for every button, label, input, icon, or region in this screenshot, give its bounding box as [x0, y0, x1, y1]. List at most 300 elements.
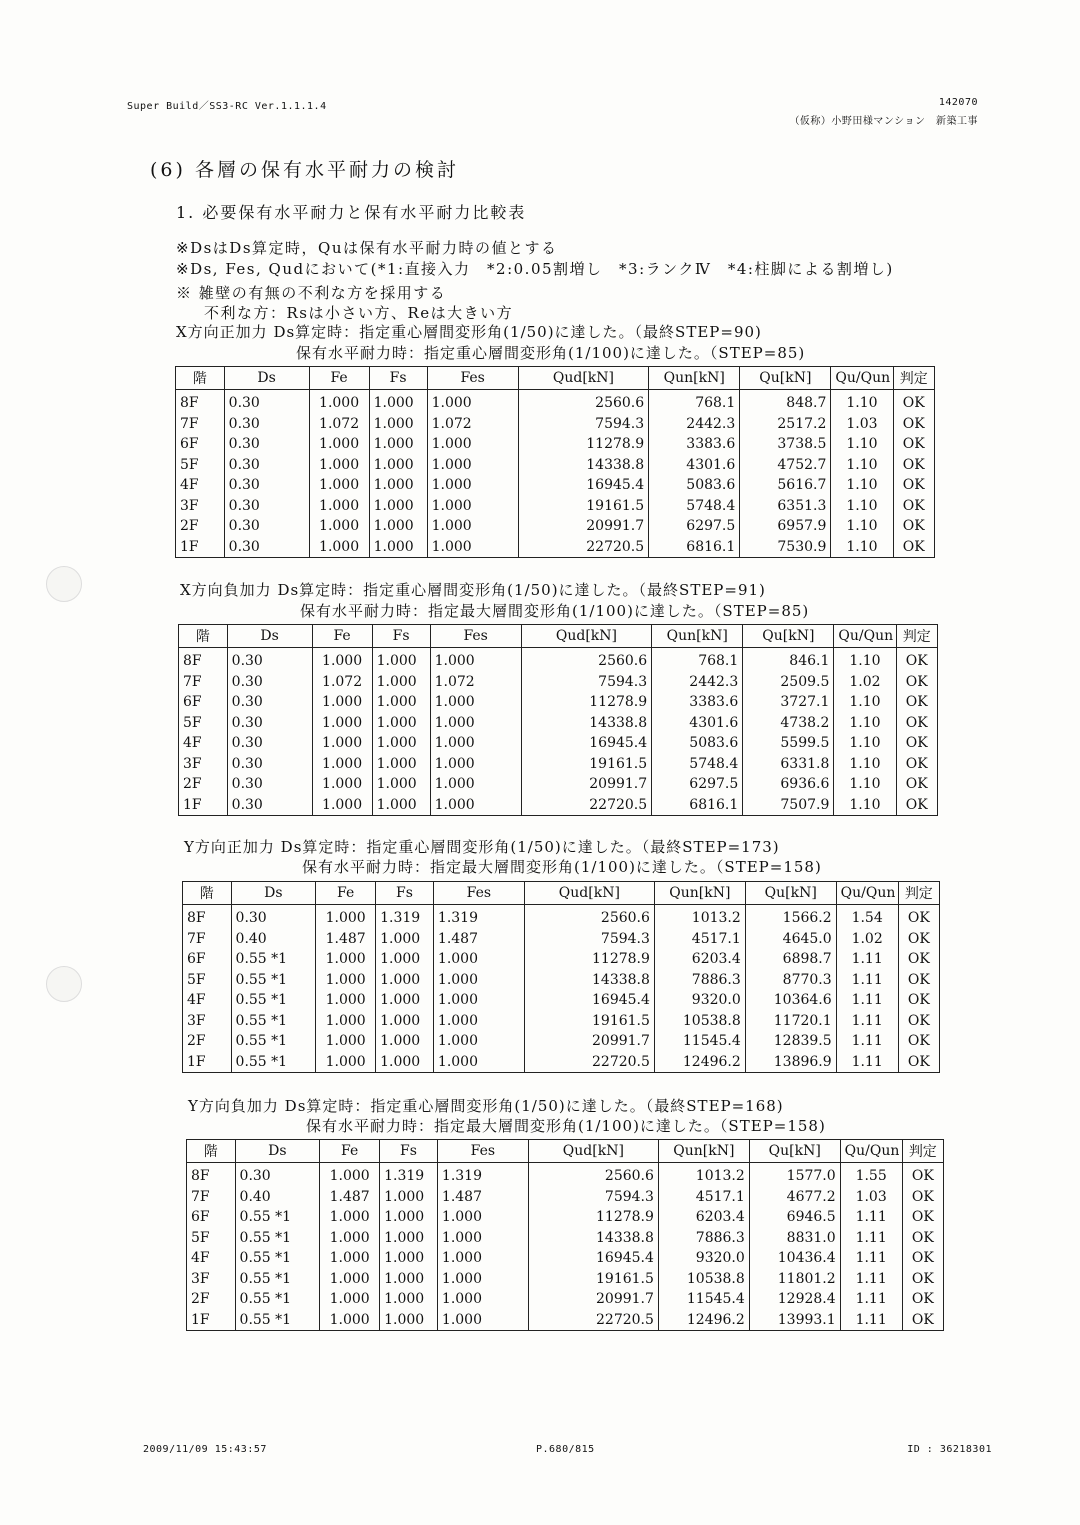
table-cell: 1.072	[312, 672, 372, 693]
table-cell: 6898.7	[745, 949, 836, 970]
table-cell: 2442.3	[652, 672, 743, 693]
table-cell: 7594.3	[518, 414, 648, 435]
column-header: 階	[176, 367, 225, 390]
table-cell: 7F	[183, 929, 232, 950]
table-cell: 10364.6	[745, 990, 836, 1011]
table-cell: 4677.2	[749, 1187, 840, 1208]
table-row	[183, 1052, 940, 1073]
table-cell: 1.000	[369, 537, 427, 558]
table-cell: 1.000	[372, 713, 430, 734]
table-cell: 1.000	[437, 1310, 528, 1331]
table-cell: 1.000	[316, 905, 376, 929]
table-cell: 1.11	[840, 1269, 902, 1290]
table-cell: 6F	[183, 949, 232, 970]
note-2: ※Ds, Fes, Qudにおいて(*1:直接入力 *2:0.05割増し *3:ランクⅣ *4:柱脚による割増し)	[176, 260, 894, 278]
table-row	[187, 1228, 944, 1249]
column-header: Fe	[320, 1140, 380, 1163]
table-cell: 4F	[187, 1248, 236, 1269]
column-header: Qu/Qun	[834, 625, 896, 648]
table-cell: 6957.9	[740, 516, 831, 537]
table-cell: 1.487	[433, 929, 524, 950]
table-cell: 1.000	[380, 1248, 438, 1269]
table-cell: 1.000	[312, 648, 372, 672]
column-header: Qu/Qun	[831, 367, 893, 390]
table-cell: 1.000	[372, 672, 430, 693]
column-header: Qu[kN]	[749, 1140, 840, 1163]
table-cell: OK	[898, 1031, 939, 1052]
table-cell: 11278.9	[521, 692, 651, 713]
table-row	[176, 516, 935, 537]
table-cell: 1.072	[430, 672, 521, 693]
table-cell: 1.487	[316, 929, 376, 950]
y-negative-condition-ds: Y方向負加力 Ds算定時：指定重心層間変形角(1/50)に達した。（最終STEP=168)	[188, 1097, 784, 1115]
table-cell: 1577.0	[749, 1163, 840, 1187]
table-cell: 2517.2	[740, 414, 831, 435]
table-row	[179, 754, 938, 775]
punch-hole	[46, 966, 82, 1002]
table-cell: 1.072	[309, 414, 369, 435]
table-cell: 0.30	[224, 475, 309, 496]
table-cell: 3383.6	[652, 692, 743, 713]
table-cell: 1.000	[430, 692, 521, 713]
table-row	[176, 496, 935, 517]
table-cell: 1.000	[376, 970, 434, 991]
table-row	[187, 1310, 944, 1331]
table-cell: 7886.3	[658, 1228, 749, 1249]
table-cell: 6F	[179, 692, 228, 713]
table-cell: 1.000	[372, 733, 430, 754]
table-cell: 6297.5	[652, 774, 743, 795]
table-cell: OK	[893, 414, 934, 435]
table-cell: 2560.6	[524, 905, 654, 929]
table-cell: 1.10	[831, 496, 893, 517]
table-cell: 13993.1	[749, 1310, 840, 1331]
table-cell: 1.000	[372, 774, 430, 795]
table-cell: 11720.1	[745, 1011, 836, 1032]
table-row	[179, 713, 938, 734]
table-cell: 7594.3	[521, 672, 651, 693]
table-cell: 1F	[183, 1052, 232, 1073]
table-cell: 1.000	[316, 949, 376, 970]
document-number: 142070	[938, 97, 978, 108]
table-cell: OK	[896, 733, 937, 754]
column-header: Qud[kN]	[521, 625, 651, 648]
column-header: 階	[187, 1140, 236, 1163]
table-cell: 1.10	[831, 455, 893, 476]
table-cell: OK	[896, 672, 937, 693]
table-cell: 1.000	[427, 496, 518, 517]
table-cell: 12928.4	[749, 1289, 840, 1310]
table-cell: 7594.3	[524, 929, 654, 950]
table-cell: 6936.6	[743, 774, 834, 795]
table-cell: 5F	[187, 1228, 236, 1249]
table-cell: 9320.0	[658, 1248, 749, 1269]
table-cell: 1.02	[836, 929, 898, 950]
subsection-title: 1. 必要保有水平耐力と保有水平耐力比較表	[176, 203, 527, 222]
table-cell: 0.55 *1	[235, 1248, 320, 1269]
column-header: Ds	[235, 1140, 320, 1163]
table-cell: 19161.5	[521, 754, 651, 775]
page-number: P.680/815	[536, 1444, 595, 1455]
column-header: Qun[kN]	[649, 367, 740, 390]
table-cell: 1.000	[372, 795, 430, 816]
header-row	[183, 882, 940, 905]
table-cell: 2560.6	[528, 1163, 658, 1187]
table-cell: 3727.1	[743, 692, 834, 713]
table-cell: 10436.4	[749, 1248, 840, 1269]
table-cell: 1.319	[437, 1163, 528, 1187]
table-cell: 1.000	[433, 970, 524, 991]
table-cell: 5616.7	[740, 475, 831, 496]
column-header: Fes	[430, 625, 521, 648]
table-cell: 1.10	[834, 774, 896, 795]
table-cell: 2442.3	[649, 414, 740, 435]
table-row	[179, 648, 938, 672]
table-row	[176, 475, 935, 496]
table-cell: 3F	[176, 496, 225, 517]
table-cell: 0.55 *1	[231, 1011, 316, 1032]
table-cell: 4517.1	[654, 929, 745, 950]
table-cell: 8831.0	[749, 1228, 840, 1249]
table-cell: 0.30	[224, 390, 309, 414]
table-cell: 1.10	[834, 692, 896, 713]
x-negative-table	[178, 624, 938, 816]
table-cell: 1.000	[376, 929, 434, 950]
table-cell: 1F	[179, 795, 228, 816]
table-cell: 1.10	[831, 537, 893, 558]
document-id: ID : 36218301	[907, 1444, 992, 1455]
column-header: Fes	[437, 1140, 528, 1163]
column-header: Fs	[372, 625, 430, 648]
table-cell: 1.000	[433, 949, 524, 970]
table-cell: 1.319	[376, 905, 434, 929]
column-header: Qu/Qun	[840, 1140, 902, 1163]
table-cell: 0.55 *1	[235, 1207, 320, 1228]
column-header: Qun[kN]	[658, 1140, 749, 1163]
table-cell: 13896.9	[745, 1052, 836, 1073]
section-title: (6) 各層の保有水平耐力の検討	[150, 159, 459, 181]
table-cell: 1.000	[320, 1228, 380, 1249]
column-header: 判定	[898, 882, 939, 905]
table-cell: 6351.3	[740, 496, 831, 517]
table-cell: 1.000	[437, 1207, 528, 1228]
table-cell: 20991.7	[518, 516, 648, 537]
table-cell: 6946.5	[749, 1207, 840, 1228]
table-row	[187, 1163, 944, 1187]
table-cell: 4738.2	[743, 713, 834, 734]
table-cell: OK	[902, 1310, 943, 1331]
table-cell: 4752.7	[740, 455, 831, 476]
table-cell: 7886.3	[654, 970, 745, 991]
table-cell: 1.11	[840, 1207, 902, 1228]
table-cell: 1.000	[369, 455, 427, 476]
table-cell: 7530.9	[740, 537, 831, 558]
table-row	[179, 774, 938, 795]
table-cell: 1.11	[836, 949, 898, 970]
table-cell: 2F	[187, 1289, 236, 1310]
header-row	[176, 367, 935, 390]
table-cell: 16945.4	[524, 990, 654, 1011]
table-row	[176, 414, 935, 435]
column-header: Qud[kN]	[524, 882, 654, 905]
column-header: 判定	[893, 367, 934, 390]
table-cell: OK	[898, 1011, 939, 1032]
table-cell: 1.000	[309, 537, 369, 558]
table-row	[187, 1289, 944, 1310]
table-cell: 1.000	[437, 1269, 528, 1290]
table-cell: 1.487	[437, 1187, 528, 1208]
table-cell: OK	[893, 390, 934, 414]
table-row	[179, 795, 938, 816]
table-cell: 1566.2	[745, 905, 836, 929]
table-cell: 1.000	[312, 733, 372, 754]
table-cell: 11278.9	[518, 434, 648, 455]
table-cell: OK	[896, 754, 937, 775]
table-cell: 11545.4	[658, 1289, 749, 1310]
note-4: 不利な方：Rsは小さい方、Reは大きい方	[204, 304, 514, 322]
table-cell: 7507.9	[743, 795, 834, 816]
table-cell: 4301.6	[649, 455, 740, 476]
table-cell: 1.000	[312, 795, 372, 816]
table-cell: OK	[896, 774, 937, 795]
table-cell: 22720.5	[521, 795, 651, 816]
table-cell: OK	[902, 1289, 943, 1310]
table-cell: 22720.5	[524, 1052, 654, 1073]
table-cell: 8770.3	[745, 970, 836, 991]
table-row	[176, 537, 935, 558]
table-cell: 1.10	[834, 795, 896, 816]
table-cell: 1.000	[430, 713, 521, 734]
table-cell: 1.000	[316, 990, 376, 1011]
table-cell: 0.55 *1	[235, 1269, 320, 1290]
table-cell: 0.55 *1	[231, 970, 316, 991]
table-cell: 3F	[183, 1011, 232, 1032]
x-positive-condition-qu: 保有水平耐力時：指定重心層間変形角(1/100)に達した。（STEP=85)	[296, 344, 806, 362]
table-cell: 1.11	[836, 970, 898, 991]
table-row	[187, 1248, 944, 1269]
table-cell: 6F	[187, 1207, 236, 1228]
column-header: Qu/Qun	[836, 882, 898, 905]
x-negative-condition-ds: X方向負加力 Ds算定時：指定重心層間変形角(1/50)に達した。（最終STEP=91)	[180, 581, 766, 599]
table-cell: 20991.7	[528, 1289, 658, 1310]
table-cell: 1.000	[312, 774, 372, 795]
table-cell: 0.40	[231, 929, 316, 950]
table-cell: 0.55 *1	[235, 1228, 320, 1249]
table-cell: 19161.5	[518, 496, 648, 517]
table-cell: 0.55 *1	[231, 949, 316, 970]
table-cell: OK	[893, 496, 934, 517]
table-cell: 1.000	[369, 414, 427, 435]
table-cell: OK	[898, 970, 939, 991]
table-cell: 5F	[183, 970, 232, 991]
table-cell: OK	[902, 1187, 943, 1208]
table-cell: 1.10	[831, 516, 893, 537]
table-cell: 7F	[187, 1187, 236, 1208]
table-row	[176, 455, 935, 476]
y-positive-condition-ds: Y方向正加力 Ds算定時：指定重心層間変形角(1/50)に達した。（最終STEP=173)	[184, 838, 780, 856]
table-cell: 6203.4	[658, 1207, 749, 1228]
table-cell: 4517.1	[658, 1187, 749, 1208]
column-header: Fs	[380, 1140, 438, 1163]
table-cell: 0.55 *1	[231, 990, 316, 1011]
table-cell: 1.319	[433, 905, 524, 929]
column-header: Qud[kN]	[518, 367, 648, 390]
table-cell: 1.10	[831, 475, 893, 496]
column-header: Ds	[224, 367, 309, 390]
print-datetime: 2009/11/09 15:43:57	[143, 1444, 267, 1455]
table-cell: 1.000	[376, 949, 434, 970]
table-cell: OK	[902, 1228, 943, 1249]
table-cell: 1.11	[840, 1289, 902, 1310]
table-cell: OK	[898, 905, 939, 929]
x-negative-condition-qu: 保有水平耐力時：指定最大層間変形角(1/100)に達した。（STEP=85)	[300, 602, 810, 620]
column-header: Fes	[427, 367, 518, 390]
table-cell: 11545.4	[654, 1031, 745, 1052]
column-header: Fe	[309, 367, 369, 390]
table-cell: 5F	[179, 713, 228, 734]
table-cell: 1.000	[320, 1248, 380, 1269]
table-cell: 1.000	[320, 1207, 380, 1228]
table-cell: 0.30	[227, 774, 312, 795]
table-cell: 5083.6	[649, 475, 740, 496]
table-cell: 2560.6	[521, 648, 651, 672]
table-cell: 1.000	[376, 990, 434, 1011]
table-cell: 1.02	[834, 672, 896, 693]
table-cell: 1.000	[433, 990, 524, 1011]
table-cell: OK	[898, 990, 939, 1011]
table-cell: 1.000	[380, 1269, 438, 1290]
table-cell: 1.000	[309, 516, 369, 537]
table-row	[183, 905, 940, 929]
table-cell: OK	[896, 795, 937, 816]
table-cell: 11801.2	[749, 1269, 840, 1290]
table-cell: 3F	[179, 754, 228, 775]
table-cell: 1.000	[369, 434, 427, 455]
column-header: 階	[183, 882, 232, 905]
table-cell: OK	[893, 455, 934, 476]
column-header: Qun[kN]	[654, 882, 745, 905]
table-cell: OK	[893, 537, 934, 558]
table-cell: 3738.5	[740, 434, 831, 455]
table-cell: 5748.4	[652, 754, 743, 775]
software-version: Super Build／SS3-RC Ver.1.1.1.4	[127, 101, 327, 112]
table-row	[187, 1187, 944, 1208]
table-cell: OK	[902, 1207, 943, 1228]
table-cell: OK	[893, 434, 934, 455]
table-cell: 1.000	[433, 1011, 524, 1032]
column-header: Qud[kN]	[528, 1140, 658, 1163]
column-header: Fe	[312, 625, 372, 648]
table-cell: 1.000	[437, 1289, 528, 1310]
table-cell: 1.000	[430, 774, 521, 795]
table-cell: 19161.5	[528, 1269, 658, 1290]
table-cell: 12496.2	[654, 1052, 745, 1073]
table-cell: 4301.6	[652, 713, 743, 734]
table-cell: OK	[893, 475, 934, 496]
table-row	[176, 390, 935, 414]
table-cell: 1F	[176, 537, 225, 558]
table-cell: 1.000	[372, 648, 430, 672]
table-cell: 1.10	[831, 390, 893, 414]
table-cell: OK	[898, 929, 939, 950]
table-cell: 1.000	[430, 648, 521, 672]
table-cell: 1.487	[320, 1187, 380, 1208]
table-cell: OK	[902, 1163, 943, 1187]
table-cell: 7F	[179, 672, 228, 693]
table-cell: 1.000	[369, 475, 427, 496]
table-cell: 3383.6	[649, 434, 740, 455]
table-cell: 8F	[176, 390, 225, 414]
column-header: Qun[kN]	[652, 625, 743, 648]
table-cell: 2F	[179, 774, 228, 795]
table-cell: 16945.4	[521, 733, 651, 754]
column-header: Qu[kN]	[745, 882, 836, 905]
table-cell: 1.000	[433, 1052, 524, 1073]
column-header: 階	[179, 625, 228, 648]
table-cell: 2560.6	[518, 390, 648, 414]
table-cell: 14338.8	[528, 1228, 658, 1249]
table-cell: 1.000	[320, 1163, 380, 1187]
table-cell: 0.30	[224, 537, 309, 558]
table-cell: 1.11	[840, 1248, 902, 1269]
column-header: Fes	[433, 882, 524, 905]
table-cell: 22720.5	[528, 1310, 658, 1331]
table-cell: 768.1	[652, 648, 743, 672]
table-cell: 1.000	[320, 1289, 380, 1310]
table-cell: 16945.4	[518, 475, 648, 496]
table-cell: 1.000	[309, 390, 369, 414]
table-row	[179, 692, 938, 713]
table-cell: 1.000	[380, 1187, 438, 1208]
table-cell: 6F	[176, 434, 225, 455]
table-cell: 1.072	[427, 414, 518, 435]
table-cell: 5F	[176, 455, 225, 476]
table-cell: 1.000	[437, 1248, 528, 1269]
y-negative-condition-qu: 保有水平耐力時：指定最大層間変形角(1/100)に達した。（STEP=158)	[306, 1117, 826, 1135]
table-cell: 0.30	[227, 672, 312, 693]
x-positive-condition-ds: X方向正加力 Ds算定時：指定重心層間変形角(1/50)に達した。（最終STEP=90)	[176, 323, 762, 341]
table-cell: 1.000	[427, 537, 518, 558]
table-row	[183, 1011, 940, 1032]
table-row	[187, 1269, 944, 1290]
table-cell: 0.30	[235, 1163, 320, 1187]
table-cell: 4F	[179, 733, 228, 754]
table-cell: 1.10	[834, 754, 896, 775]
table-cell: 5083.6	[652, 733, 743, 754]
table-cell: 1.11	[836, 1052, 898, 1073]
table-cell: 0.30	[224, 414, 309, 435]
table-cell: 0.30	[224, 516, 309, 537]
table-cell: 1.000	[312, 692, 372, 713]
table-cell: 1.000	[380, 1228, 438, 1249]
column-header: Qu[kN]	[743, 625, 834, 648]
table-cell: 0.30	[227, 692, 312, 713]
table-cell: 1.000	[437, 1228, 528, 1249]
table-cell: 1.000	[316, 970, 376, 991]
y-positive-table	[182, 881, 940, 1073]
table-cell: 1.000	[369, 496, 427, 517]
table-cell: 5599.5	[743, 733, 834, 754]
table-cell: 1.000	[309, 455, 369, 476]
table-row	[183, 970, 940, 991]
column-header: Ds	[227, 625, 312, 648]
table-cell: 0.30	[224, 455, 309, 476]
table-cell: OK	[898, 1052, 939, 1073]
table-cell: 1.000	[309, 434, 369, 455]
table-cell: 1.03	[840, 1187, 902, 1208]
table-cell: 1.000	[316, 1011, 376, 1032]
table-cell: 1.319	[380, 1163, 438, 1187]
